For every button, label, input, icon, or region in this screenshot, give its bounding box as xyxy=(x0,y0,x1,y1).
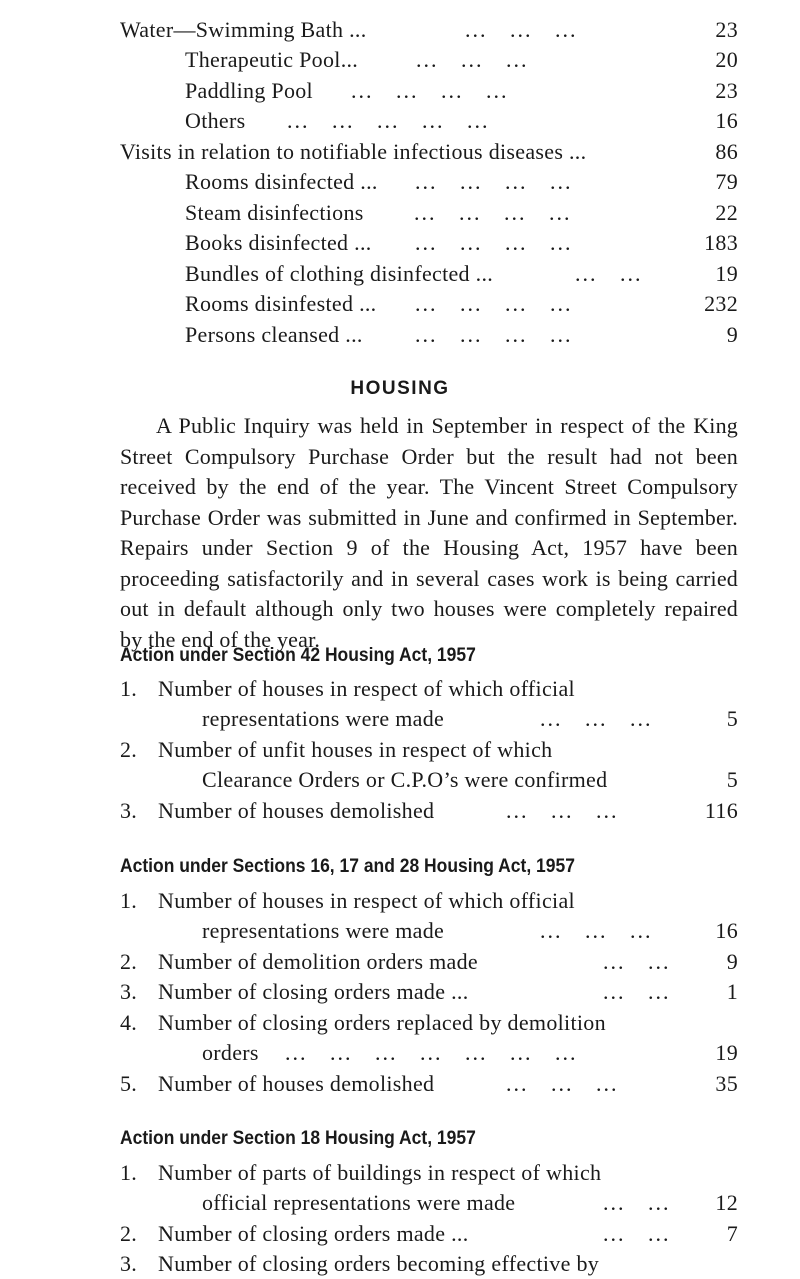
list-item xyxy=(120,1069,738,1099)
item-text: Number of closing orders made ... xyxy=(158,1221,469,1246)
stat-label: Paddling Pool xyxy=(185,78,313,103)
list-item xyxy=(120,1249,738,1279)
item-text: Number of closing orders becoming effective by xyxy=(158,1251,600,1276)
list-item xyxy=(120,1219,738,1249)
item-text: Number of closing orders replaced by demolition xyxy=(158,1010,606,1035)
item-value: 1 xyxy=(726,979,738,1004)
item-text: orders xyxy=(202,1040,259,1065)
leader-dots: ... ... xyxy=(603,949,671,974)
leader-dots: ... ... ... ... xyxy=(351,78,509,103)
item-number: 3. xyxy=(120,798,138,823)
stat-value: 16 xyxy=(715,108,738,133)
leader-dots: ... ... ... xyxy=(540,918,653,943)
stat-row xyxy=(120,15,738,45)
section42-heading: Action under Section 42 Housing Act, 1957 xyxy=(120,645,476,666)
leader-dots: ... ... ... xyxy=(540,706,653,731)
item-number: 3. xyxy=(120,1251,138,1276)
item-value: 5 xyxy=(726,706,738,731)
item-number: 1. xyxy=(120,1160,138,1185)
stat-row xyxy=(185,259,738,289)
list-item-continuation xyxy=(120,1038,738,1068)
list-item xyxy=(120,735,738,765)
item-text: Number of houses demolished xyxy=(158,1071,435,1096)
item-text: representations were made xyxy=(202,706,445,731)
item-number: 3. xyxy=(120,979,138,1004)
leader-dots: ... ... xyxy=(603,979,671,1004)
stat-value: 86 xyxy=(715,139,738,164)
item-value: 7 xyxy=(726,1221,738,1246)
leader-dots: ... ... ... ... ... ... ... xyxy=(285,1040,578,1065)
item-text: Number of closing orders made ... xyxy=(158,979,469,1004)
item-number: 2. xyxy=(120,737,138,762)
housing-paragraph: A Public Inquiry was held in September in respect of the King Street Compulsory Purchase Order but the result had not been received by the end of the year. The Vincent Street Compulsory Purchase Order was submitted in June and confirmed in September. Repairs under Section 9 of the Housing Act, 1957 have been proceeding satisfactorily and in several cases work is being carried out in default although only two houses were completely repaired by the end of the year. xyxy=(120,413,738,652)
list-item xyxy=(120,796,738,826)
stat-value: 23 xyxy=(715,78,738,103)
item-text: Number of unfit houses in respect of which xyxy=(158,737,553,762)
stat-value: 79 xyxy=(715,169,738,194)
item-value: 116 xyxy=(704,798,738,823)
list-item xyxy=(120,947,738,977)
stat-row xyxy=(185,45,738,75)
leader-dots: ... ... ... ... xyxy=(414,200,572,225)
item-number: 4. xyxy=(120,1010,138,1035)
stat-row xyxy=(185,106,738,136)
stat-row xyxy=(185,289,738,319)
item-number: 2. xyxy=(120,949,138,974)
stat-value: 20 xyxy=(715,47,738,72)
list-item-continuation xyxy=(120,704,738,734)
list-item-continuation xyxy=(120,765,738,795)
stat-value: 183 xyxy=(704,230,738,255)
stat-label: Water—Swimming Bath ... xyxy=(120,17,367,42)
item-number: 5. xyxy=(120,1071,138,1096)
list-item xyxy=(120,1158,738,1188)
leader-dots: ... ... ... ... xyxy=(415,322,573,347)
leader-dots: ... ... ... ... xyxy=(415,291,573,316)
item-text: Number of parts of buildings in respect of which xyxy=(158,1160,602,1185)
stat-value: 22 xyxy=(715,200,738,225)
section18-heading: Action under Section 18 Housing Act, 1957 xyxy=(120,1128,476,1149)
item-text: official representations were made xyxy=(202,1190,516,1215)
item-value: 5 xyxy=(726,767,738,792)
stat-row xyxy=(120,137,738,167)
leader-dots: ... ... ... ... ... xyxy=(287,108,490,133)
leader-dots: ... ... xyxy=(575,261,643,286)
stat-value: 232 xyxy=(704,291,738,316)
stat-value: 19 xyxy=(715,261,738,286)
stat-label: Therapeutic Pool... xyxy=(185,47,359,72)
stat-label: Bundles of clothing disinfected ... xyxy=(185,261,494,286)
list-item xyxy=(120,977,738,1007)
item-text: Clearance Orders or C.P.O’s were confirmed xyxy=(202,767,608,792)
item-text: Number of houses in respect of which official xyxy=(158,888,575,913)
stat-row xyxy=(185,167,738,197)
list-item-continuation xyxy=(120,1188,738,1218)
leader-dots: ... ... ... xyxy=(465,17,578,42)
item-number: 1. xyxy=(120,888,138,913)
item-text: representations were made xyxy=(202,918,445,943)
item-value: 19 xyxy=(715,1040,738,1065)
item-text: Number of houses in respect of which official xyxy=(158,676,575,701)
stat-value: 9 xyxy=(726,322,738,347)
stat-label: Rooms disinfected ... xyxy=(185,169,378,194)
leader-dots: ... ... xyxy=(603,1190,671,1215)
item-number: 1. xyxy=(120,676,138,701)
stat-label: Rooms disinfested ... xyxy=(185,291,377,316)
list-item xyxy=(120,1008,738,1038)
list-item xyxy=(120,674,738,704)
housing-heading: HOUSING xyxy=(350,378,450,399)
item-value: 12 xyxy=(715,1190,738,1215)
stat-value: 23 xyxy=(715,17,738,42)
stat-label: Books disinfected ... xyxy=(185,230,372,255)
item-value: 35 xyxy=(715,1071,738,1096)
stat-row xyxy=(185,320,738,350)
leader-dots: ... ... ... xyxy=(416,47,529,72)
item-text: Number of houses demolished xyxy=(158,798,435,823)
stat-label: Visits in relation to notifiable infectious diseases ... xyxy=(120,139,587,164)
leader-dots: ... ... ... ... xyxy=(415,230,573,255)
list-item-continuation xyxy=(120,916,738,946)
stat-label: Persons cleansed ... xyxy=(185,322,363,347)
stat-row xyxy=(185,76,738,106)
leader-dots: ... ... ... xyxy=(506,798,619,823)
stat-row xyxy=(185,228,738,258)
item-text: Number of demolition orders made xyxy=(158,949,478,974)
leader-dots: ... ... ... ... xyxy=(415,169,573,194)
stat-label: Others xyxy=(185,108,246,133)
item-value: 9 xyxy=(726,949,738,974)
item-value: 16 xyxy=(715,918,738,943)
item-number: 2. xyxy=(120,1221,138,1246)
section16-heading: Action under Sections 16, 17 and 28 Housing Act, 1957 xyxy=(120,856,575,877)
stat-row xyxy=(185,198,738,228)
leader-dots: ... ... xyxy=(603,1221,671,1246)
leader-dots: ... ... ... xyxy=(506,1071,619,1096)
list-item xyxy=(120,886,738,916)
stat-label: Steam disinfections xyxy=(185,200,364,225)
